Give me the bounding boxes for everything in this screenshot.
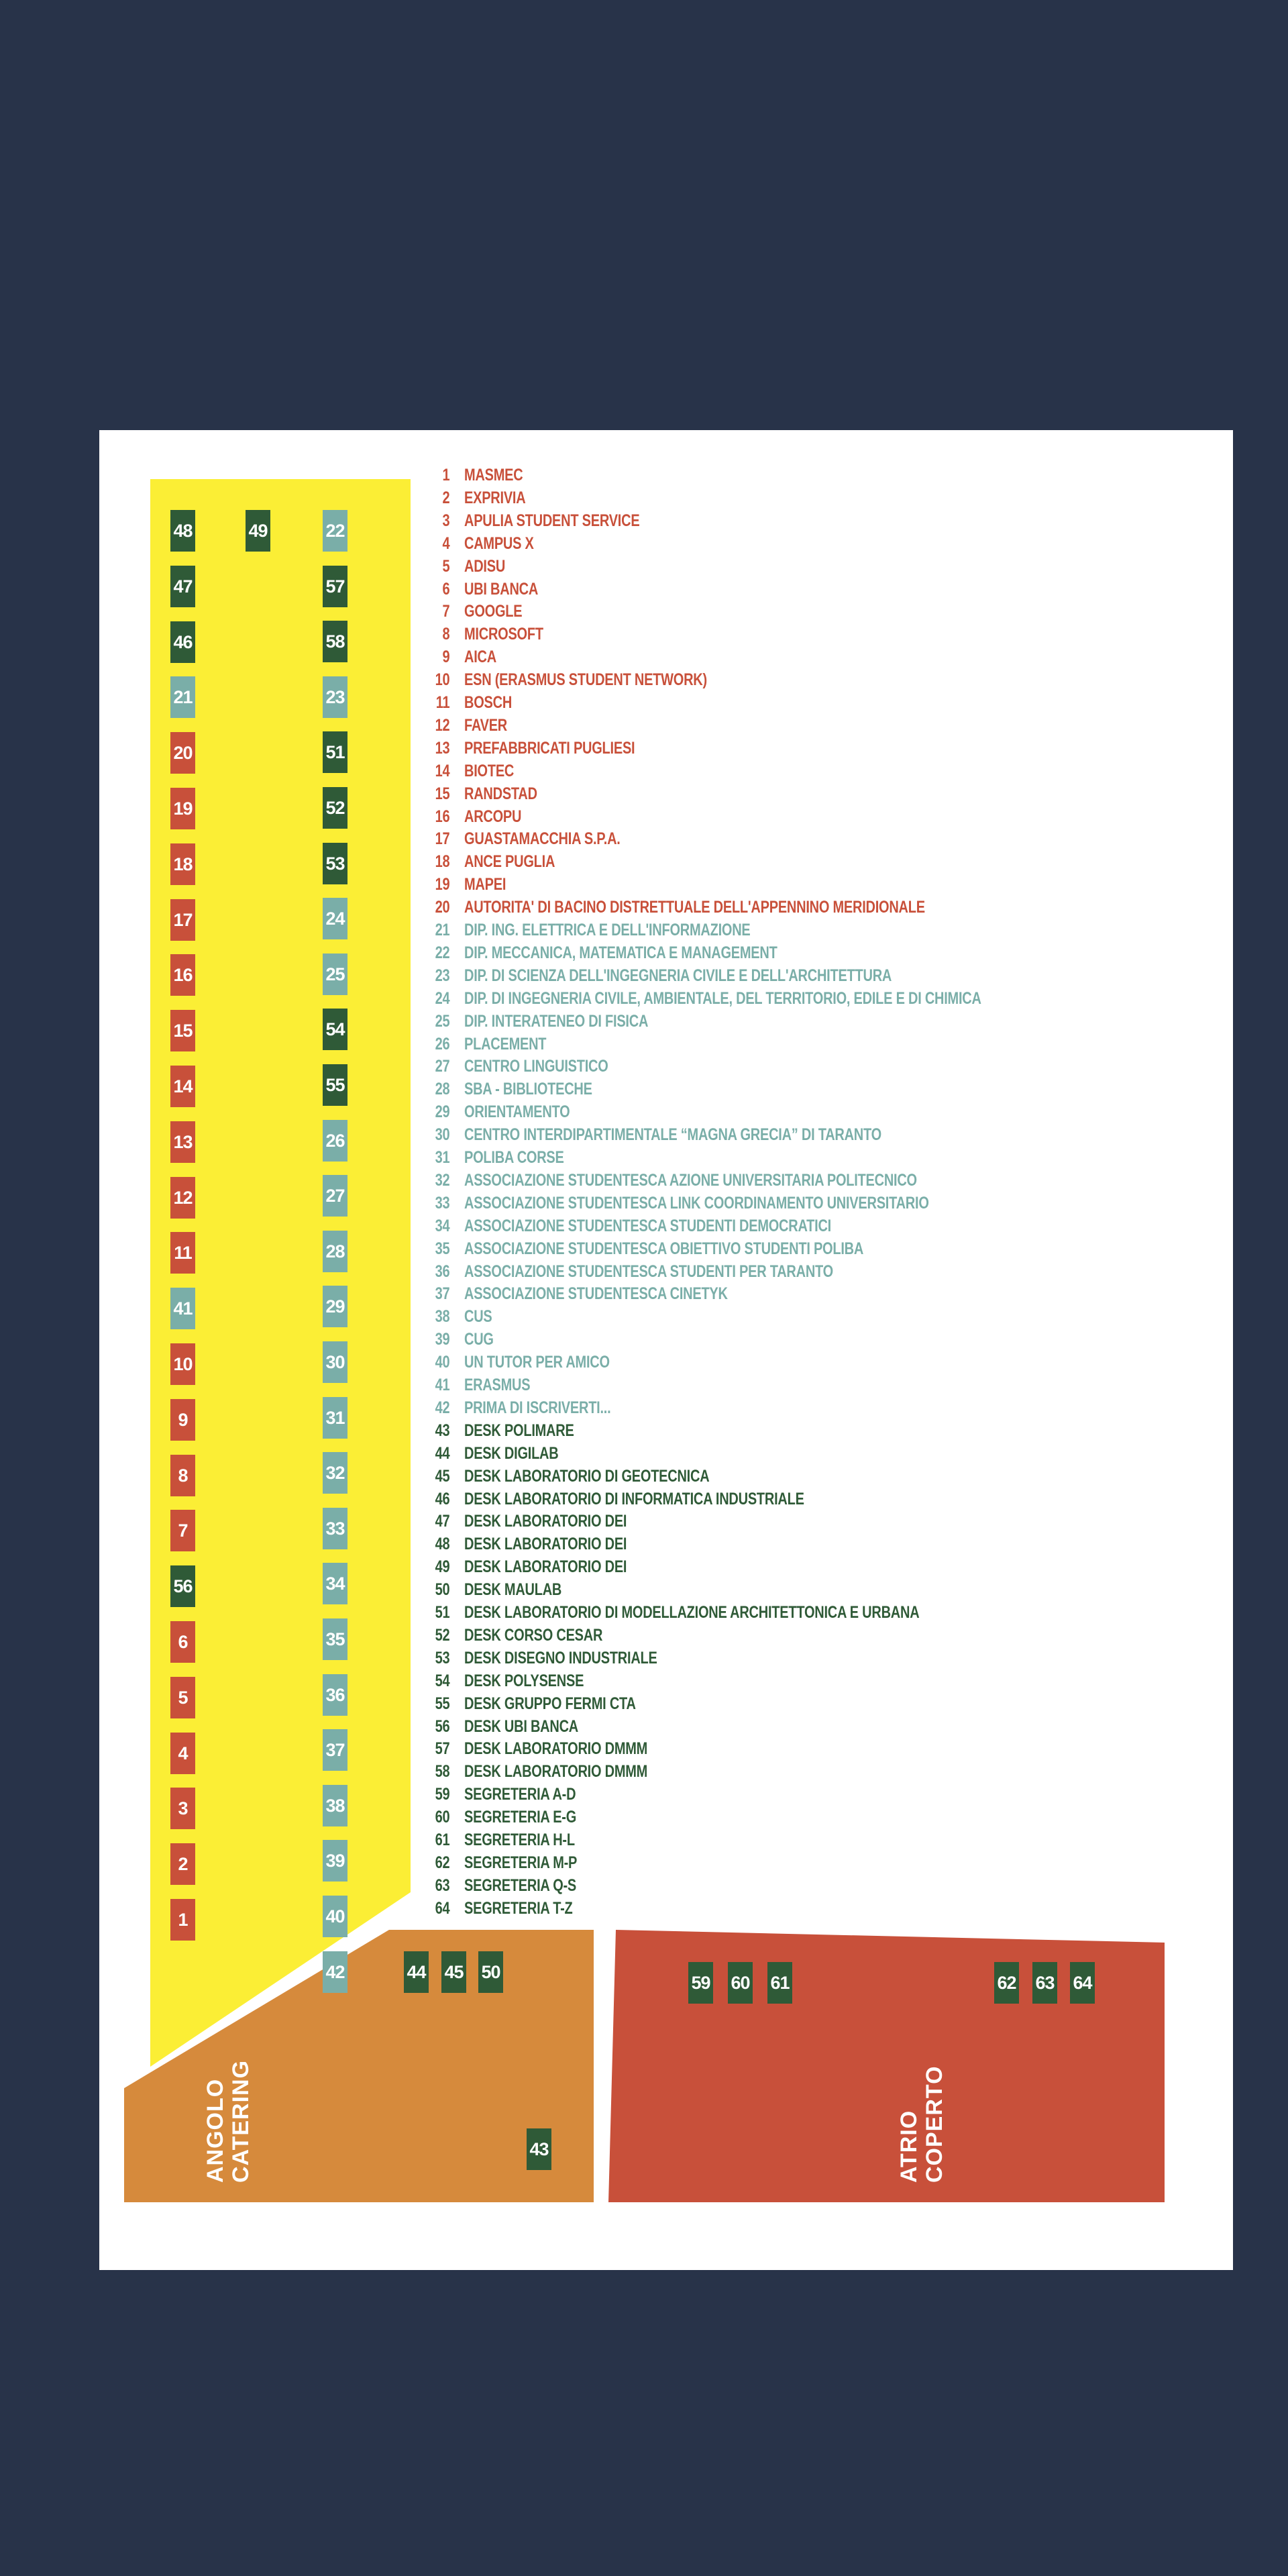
- legend-number: 41: [435, 1376, 450, 1394]
- legend-number: 25: [435, 1012, 450, 1031]
- legend-number: 9: [442, 648, 450, 666]
- legend-row: [429, 511, 639, 534]
- legend-name: DESK UBI BANCA: [464, 1717, 578, 1736]
- legend-number: 2: [442, 488, 450, 507]
- legend-name: DESK LABORATORIO DMMM: [464, 1739, 648, 1758]
- legend-name: PRIMA DI ISCRIVERTI...: [464, 1398, 611, 1417]
- stand-50[interactable]: 50: [478, 1951, 503, 1993]
- legend-name: DESK DISEGNO INDUSTRIALE: [464, 1649, 657, 1667]
- legend-number: 40: [435, 1353, 450, 1372]
- legend-row: [429, 943, 777, 966]
- stand-23[interactable]: 23: [323, 676, 347, 718]
- atrio-coperto-label: ATRIO COPERTO: [896, 2065, 947, 2183]
- legend-row: [429, 807, 521, 830]
- legend-number: 59: [435, 1785, 450, 1804]
- legend-row: [429, 534, 534, 557]
- legend-number: 61: [435, 1831, 450, 1849]
- legend-row: [429, 1490, 804, 1512]
- legend-row: [429, 898, 925, 921]
- legend-number: 7: [442, 602, 450, 621]
- legend-number: 4: [442, 534, 450, 553]
- legend-name: DESK GRUPPO FERMI CTA: [464, 1694, 636, 1713]
- legend-number: 13: [435, 739, 450, 758]
- legend-number: 64: [435, 1899, 450, 1918]
- legend-name: MASMEC: [464, 466, 523, 484]
- legend-number: 58: [435, 1762, 450, 1781]
- legend-number: 29: [435, 1102, 450, 1121]
- legend-number: 49: [435, 1557, 450, 1576]
- legend-row: [429, 1444, 558, 1467]
- legend-name: SEGRETERIA Q-S: [464, 1876, 577, 1895]
- legend-name: AUTORITA' DI BACINO DISTRETTUALE DELL'APPENNINO MERIDIONALE: [464, 898, 925, 917]
- legend-row: [429, 1831, 575, 1853]
- legend-row: [429, 580, 538, 603]
- stand-28[interactable]: 28: [323, 1231, 347, 1272]
- stand-62[interactable]: 62: [994, 1962, 1019, 2004]
- legend-row: [429, 1376, 530, 1398]
- legend-name: CENTRO INTERDIPARTIMENTALE “MAGNA GRECIA” DI TARANTO: [464, 1125, 881, 1144]
- legend-name: CUG: [464, 1330, 494, 1349]
- stand-44[interactable]: 44: [404, 1951, 429, 1993]
- legend-row: [429, 829, 621, 852]
- legend-number: 21: [435, 921, 450, 939]
- legend-row: [429, 648, 496, 670]
- stand-46[interactable]: 46: [170, 621, 195, 663]
- legend-row: [429, 1762, 647, 1785]
- legend-name: DESK LABORATORIO DEI: [464, 1535, 627, 1553]
- stand-1[interactable]: 1: [170, 1899, 195, 1941]
- legend-number: 19: [435, 875, 450, 894]
- legend-row: [429, 1307, 492, 1330]
- legend-row: [429, 966, 892, 989]
- legend-name: EXPRIVIA: [464, 488, 526, 507]
- legend-name: DIP. DI INGEGNERIA CIVILE, AMBIENTALE, DEL TERRITORIO, EDILE E DI CHIMICA: [464, 989, 981, 1008]
- legend-number: 6: [442, 580, 450, 599]
- legend-row: [429, 1580, 561, 1603]
- legend-name: ASSOCIAZIONE STUDENTESCA CINETYK: [464, 1284, 728, 1303]
- legend-row: [429, 716, 507, 739]
- legend-number: 1: [442, 466, 450, 484]
- stand-52[interactable]: 52: [323, 787, 347, 829]
- legend-name: SEGRETERIA E-G: [464, 1808, 577, 1826]
- legend-name: DESK POLIMARE: [464, 1421, 574, 1440]
- legend-row: [429, 762, 514, 784]
- stand-17[interactable]: 17: [170, 899, 195, 941]
- legend-number: 23: [435, 966, 450, 985]
- legend-name: DESK MAULAB: [464, 1580, 562, 1599]
- stand-5[interactable]: 5: [170, 1677, 195, 1718]
- legend-name: SBA - BIBLIOTECHE: [464, 1080, 592, 1098]
- stand-55[interactable]: 55: [323, 1064, 347, 1106]
- legend-name: CUS: [464, 1307, 492, 1326]
- legend-number: 63: [435, 1876, 450, 1895]
- legend-name: POLIBA CORSE: [464, 1148, 564, 1167]
- legend-name: MAPEI: [464, 875, 506, 894]
- legend-number: 14: [435, 762, 450, 780]
- legend-number: 60: [435, 1808, 450, 1826]
- angolo-catering-label: ANGOLO CATERING: [203, 2059, 254, 2183]
- legend-name: AICA: [464, 648, 496, 666]
- stand-13[interactable]: 13: [170, 1121, 195, 1163]
- stand-12[interactable]: 12: [170, 1177, 195, 1219]
- stand-60[interactable]: 60: [728, 1962, 753, 2004]
- stand-34[interactable]: 34: [323, 1563, 347, 1604]
- stand-25[interactable]: 25: [323, 954, 347, 995]
- legend-row: [429, 1785, 576, 1808]
- stand-27[interactable]: 27: [323, 1175, 347, 1217]
- legend-name: BIOTEC: [464, 762, 515, 780]
- stand-41[interactable]: 41: [170, 1288, 195, 1329]
- legend-name: BOSCH: [464, 693, 513, 712]
- legend-name: DIP. MECCANICA, MATEMATICA E MANAGEMENT: [464, 943, 777, 962]
- legend-number: 26: [435, 1035, 450, 1053]
- stand-63[interactable]: 63: [1032, 1962, 1057, 2004]
- legend-name: DIP. ING. ELETTRICA E DELL'INFORMAZIONE: [464, 921, 751, 939]
- legend-number: 54: [435, 1671, 450, 1690]
- legend-name: RANDSTAD: [464, 784, 537, 803]
- stand-51[interactable]: 51: [323, 731, 347, 773]
- legend-name: DESK CORSO CESAR: [464, 1626, 603, 1645]
- stand-42[interactable]: 42: [323, 1951, 347, 1993]
- legend-number: 56: [435, 1717, 450, 1736]
- legend-name: FAVER: [464, 716, 507, 735]
- legend-name: ASSOCIAZIONE STUDENTESCA LINK COORDINAMENTO UNIVERSITARIO: [464, 1194, 929, 1213]
- legend-row: [429, 557, 505, 580]
- legend-number: 44: [435, 1444, 450, 1463]
- legend-name: DESK LABORATORIO DI MODELLAZIONE ARCHITETTONICA E URBANA: [464, 1603, 920, 1622]
- legend-row: [429, 1535, 627, 1557]
- stand-36[interactable]: 36: [323, 1674, 347, 1716]
- legend-number: 11: [435, 693, 450, 712]
- stand-32[interactable]: 32: [323, 1452, 347, 1494]
- legend-row: [429, 1012, 648, 1035]
- legend-number: 18: [435, 852, 450, 871]
- legend-number: 38: [435, 1307, 450, 1326]
- legend-row: [429, 1102, 570, 1125]
- legend-row: [429, 1808, 576, 1831]
- legend-row: [429, 1626, 602, 1649]
- legend-row: [429, 1649, 657, 1671]
- legend-row: [429, 466, 523, 488]
- legend-name: SEGRETERIA H-L: [464, 1831, 575, 1849]
- legend-row: [429, 1284, 728, 1307]
- stand-9[interactable]: 9: [170, 1399, 195, 1441]
- legend-number: 33: [435, 1194, 450, 1213]
- legend-number: 22: [435, 943, 450, 962]
- legend-row: [429, 1899, 572, 1922]
- legend-name: DESK LABORATORIO DI GEOTECNICA: [464, 1467, 710, 1486]
- stand-35[interactable]: 35: [323, 1618, 347, 1660]
- stand-47[interactable]: 47: [170, 566, 195, 607]
- stand-4[interactable]: 4: [170, 1733, 195, 1774]
- legend-number: 48: [435, 1535, 450, 1553]
- stand-38[interactable]: 38: [323, 1785, 347, 1826]
- legend-name: MICROSOFT: [464, 625, 543, 643]
- legend-row: [429, 1671, 584, 1694]
- stand-53[interactable]: 53: [323, 843, 347, 884]
- legend-name: DIP. DI SCIENZA DELL'INGEGNERIA CIVILE E DELL'ARCHITETTURA: [464, 966, 892, 985]
- stand-49[interactable]: 49: [246, 510, 270, 552]
- stand-59[interactable]: 59: [688, 1962, 713, 2004]
- stand-43[interactable]: 43: [527, 2128, 551, 2170]
- legend-name: UBI BANCA: [464, 580, 539, 599]
- legend-name: CAMPUS X: [464, 534, 534, 553]
- legend-row: [429, 739, 635, 762]
- stand-26[interactable]: 26: [323, 1120, 347, 1162]
- stand-40[interactable]: 40: [323, 1896, 347, 1937]
- legend-row: [429, 1398, 610, 1421]
- stand-14[interactable]: 14: [170, 1066, 195, 1107]
- legend-name: ASSOCIAZIONE STUDENTESCA AZIONE UNIVERSITARIA POLITECNICO: [464, 1171, 917, 1190]
- legend-name: ANCE PUGLIA: [464, 852, 555, 871]
- legend-row: [429, 1239, 863, 1262]
- legend-row: [429, 1853, 577, 1876]
- legend-name: DESK LABORATORIO DEI: [464, 1512, 627, 1531]
- legend-number: 53: [435, 1649, 450, 1667]
- legend-number: 36: [435, 1262, 450, 1281]
- legend-number: 32: [435, 1171, 450, 1190]
- stand-48[interactable]: 48: [170, 510, 195, 552]
- legend-row: [429, 852, 555, 875]
- stand-61[interactable]: 61: [767, 1962, 792, 2004]
- legend-name: APULIA STUDENT SERVICE: [464, 511, 640, 530]
- legend-number: 30: [435, 1125, 450, 1144]
- legend-number: 27: [435, 1057, 450, 1076]
- legend-name: SEGRETERIA M-P: [464, 1853, 578, 1872]
- legend-name: GOOGLE: [464, 602, 523, 621]
- stand-37[interactable]: 37: [323, 1729, 347, 1771]
- legend-number: 34: [435, 1217, 450, 1235]
- stand-16[interactable]: 16: [170, 954, 195, 996]
- stand-31[interactable]: 31: [323, 1397, 347, 1439]
- legend-number: 3: [442, 511, 450, 530]
- stand-10[interactable]: 10: [170, 1343, 195, 1385]
- legend-name: DIP. INTERATENEO DI FISICA: [464, 1012, 649, 1031]
- legend-number: 15: [435, 784, 450, 803]
- legend-number: 37: [435, 1284, 450, 1303]
- legend-number: 46: [435, 1490, 450, 1508]
- legend-row: [429, 1194, 929, 1217]
- legend-name: PREFABBRICATI PUGLIESI: [464, 739, 635, 758]
- stand-6[interactable]: 6: [170, 1621, 195, 1663]
- legend-row: [429, 1148, 564, 1171]
- stand-11[interactable]: 11: [170, 1232, 195, 1274]
- legend-name: ERASMUS: [464, 1376, 531, 1394]
- legend-number: 45: [435, 1467, 450, 1486]
- stand-20[interactable]: 20: [170, 732, 195, 774]
- legend-number: 62: [435, 1853, 450, 1872]
- legend-name: ASSOCIAZIONE STUDENTESCA STUDENTI DEMOCRATICI: [464, 1217, 831, 1235]
- stand-7[interactable]: 7: [170, 1510, 195, 1551]
- stand-3[interactable]: 3: [170, 1788, 195, 1829]
- legend-row: [429, 1694, 636, 1717]
- stand-30[interactable]: 30: [323, 1341, 347, 1383]
- legend-name: ASSOCIAZIONE STUDENTESCA OBIETTIVO STUDENTI POLIBA: [464, 1239, 864, 1258]
- legend-name: CENTRO LINGUISTICO: [464, 1057, 608, 1076]
- legend-row: [429, 875, 506, 898]
- legend-number: 10: [435, 670, 450, 689]
- stand-8[interactable]: 8: [170, 1455, 195, 1496]
- legend-number: 16: [435, 807, 450, 826]
- legend-row: [429, 921, 751, 943]
- legend-row: [429, 1171, 917, 1194]
- legend-number: 57: [435, 1739, 450, 1758]
- stand-57[interactable]: 57: [323, 566, 347, 607]
- stand-54[interactable]: 54: [323, 1009, 347, 1050]
- legend-number: 51: [435, 1603, 450, 1622]
- legend-number: 42: [435, 1398, 450, 1417]
- legend-row: [429, 625, 543, 648]
- legend-row: [429, 1080, 592, 1102]
- legend-row: [429, 1262, 833, 1285]
- legend-row: [429, 1557, 627, 1580]
- legend-name: PLACEMENT: [464, 1035, 547, 1053]
- legend-row: [429, 602, 522, 625]
- stand-58[interactable]: 58: [323, 621, 347, 662]
- legend-number: 43: [435, 1421, 450, 1440]
- legend-number: 31: [435, 1148, 450, 1167]
- legend-name: DESK DIGILAB: [464, 1444, 559, 1463]
- legend-name: DESK LABORATORIO DMMM: [464, 1762, 648, 1781]
- legend-name: ESN (ERASMUS STUDENT NETWORK): [464, 670, 707, 689]
- legend-name: DESK POLYSENSE: [464, 1671, 584, 1690]
- legend-number: 52: [435, 1626, 450, 1645]
- stand-21[interactable]: 21: [170, 676, 195, 718]
- stand-29[interactable]: 29: [323, 1286, 347, 1327]
- legend-number: 5: [442, 557, 450, 576]
- legend-number: 12: [435, 716, 450, 735]
- stand-33[interactable]: 33: [323, 1508, 347, 1549]
- legend-name: ADISU: [464, 557, 506, 576]
- stand-22[interactable]: 22: [323, 510, 347, 552]
- stand-64[interactable]: 64: [1070, 1962, 1095, 2004]
- legend-row: [429, 670, 707, 693]
- legend-row: [429, 1353, 610, 1376]
- legend-number: 17: [435, 829, 450, 848]
- legend-name: UN TUTOR PER AMICO: [464, 1353, 610, 1372]
- stand-45[interactable]: 45: [441, 1951, 466, 1993]
- legend-row: [429, 1035, 546, 1058]
- legend-number: 8: [442, 625, 450, 643]
- stand-56[interactable]: 56: [170, 1565, 195, 1607]
- legend-name: DESK LABORATORIO DEI: [464, 1557, 627, 1576]
- legend-row: [429, 1603, 919, 1626]
- legend-row: [429, 488, 525, 511]
- legend-name: SEGRETERIA A-D: [464, 1785, 576, 1804]
- legend-row: [429, 1467, 709, 1490]
- legend-row: [429, 1739, 647, 1762]
- legend-number: 47: [435, 1512, 450, 1531]
- legend-row: [429, 784, 537, 807]
- stand-19[interactable]: 19: [170, 788, 195, 829]
- legend-number: 24: [435, 989, 450, 1008]
- legend-name: SEGRETERIA T-Z: [464, 1899, 573, 1918]
- stand-18[interactable]: 18: [170, 843, 195, 885]
- legend-row: [429, 1057, 608, 1080]
- stand-24[interactable]: 24: [323, 898, 347, 939]
- legend-name: DESK LABORATORIO DI INFORMATICA INDUSTRIALE: [464, 1490, 804, 1508]
- legend-name: ORIENTAMENTO: [464, 1102, 570, 1121]
- legend-name: ASSOCIAZIONE STUDENTESCA STUDENTI PER TARANTO: [464, 1262, 833, 1281]
- legend-number: 55: [435, 1694, 450, 1713]
- legend-row: [429, 1125, 881, 1148]
- stand-2[interactable]: 2: [170, 1843, 195, 1885]
- legend-number: 50: [435, 1580, 450, 1599]
- legend-row: [429, 1876, 576, 1899]
- legend-row: [429, 693, 512, 716]
- legend-row: [429, 1330, 494, 1353]
- legend-name: GUASTAMACCHIA S.P.A.: [464, 829, 621, 848]
- stand-39[interactable]: 39: [323, 1840, 347, 1882]
- legend-row: [429, 1217, 831, 1239]
- legend-name: ARCOPU: [464, 807, 522, 826]
- legend-row: [429, 1421, 574, 1444]
- legend-number: 35: [435, 1239, 450, 1258]
- legend-number: 20: [435, 898, 450, 917]
- legend-row: [429, 1717, 578, 1740]
- legend-number: 39: [435, 1330, 450, 1349]
- legend-row: [429, 1512, 627, 1535]
- stand-15[interactable]: 15: [170, 1010, 195, 1051]
- legend-number: 28: [435, 1080, 450, 1098]
- legend-row: [429, 989, 981, 1012]
